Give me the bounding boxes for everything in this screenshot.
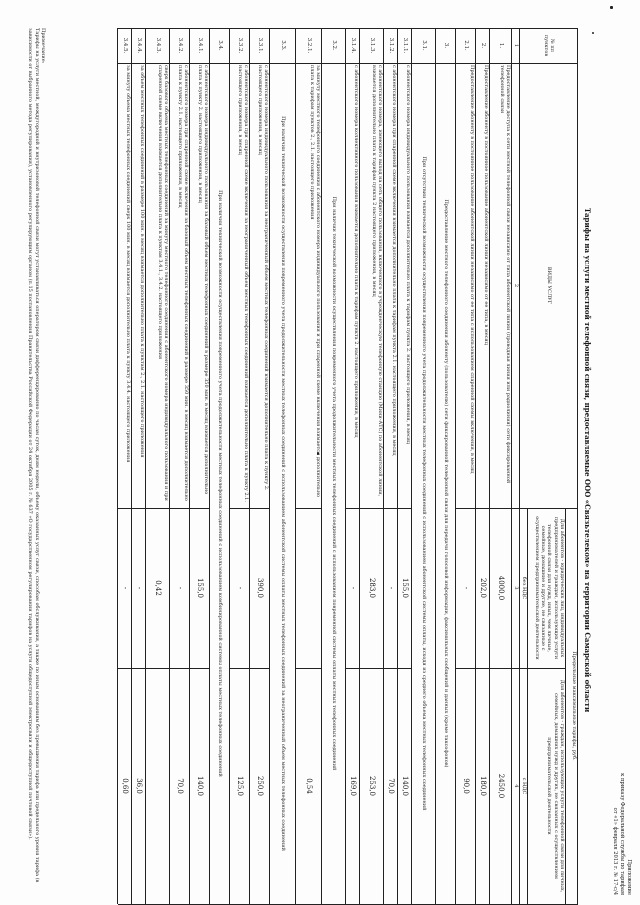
- tariff-legal: 0,42: [154, 580, 163, 596]
- service-description: с абонентского номера индивидуального пользования за базовый объем местных телефонных соединений в размере 350 мин. в месяц взимается дополнительно плата к пункту 2. настоящего приложения, в месяц: [196, 65, 209, 495]
- tariff-citizen: 140,0: [401, 775, 410, 797]
- table-rule: [118, 508, 132, 509]
- row-number: 3.2.1.: [306, 37, 313, 54]
- tariff-citizen: 180,0: [479, 775, 488, 797]
- tariff-citizen: 70,0: [176, 778, 185, 794]
- table-rule: [360, 508, 384, 509]
- table-rule: [527, 508, 528, 904]
- table-rule: [131, 28, 132, 904]
- table-rule: [411, 28, 412, 904]
- section-heading: При наличии технической возможности осуществления повременного учета продолжительности местных телефонных соединений с использованием абонентской системы оплаты местных телефонных соединений за неограниченный объем местных телефонных соединений: [280, 116, 287, 851]
- row-number: 3.2.: [331, 40, 338, 51]
- table-rule: [118, 28, 578, 29]
- table-rule: [132, 668, 146, 669]
- table-rule: [249, 28, 250, 904]
- table-rule: [519, 28, 520, 904]
- header-vat-a: без НДС: [521, 576, 527, 600]
- table-rule: [455, 28, 456, 904]
- table-rule: [230, 668, 250, 669]
- table-rule: [295, 28, 296, 904]
- table-rule: [118, 63, 578, 64]
- table-rule: [456, 508, 476, 509]
- table-rule: [359, 28, 360, 904]
- row-number: 3.3.: [280, 40, 287, 51]
- appendix-line: к приказу Федеральной службы по тарифам: [619, 773, 625, 895]
- row-number: 3.1.4.: [350, 37, 357, 54]
- table-rule: [117, 28, 118, 904]
- table-rule: [490, 668, 512, 669]
- row-number: 3.4.3.: [155, 37, 162, 54]
- table-rule: [346, 508, 360, 509]
- tariff-legal: -: [236, 586, 245, 590]
- tariff-legal: 283,0: [368, 577, 377, 599]
- table-rule: [145, 28, 146, 904]
- table-rule: [512, 508, 578, 509]
- table-rule: [170, 668, 190, 669]
- service-description: Предоставление доступа к сети местной телефонной связи независимо от типа абонентской линии (проводная линия или радиолиния) сети фиксированной телефонной связи: [498, 65, 511, 484]
- header-col-number: 4: [513, 784, 519, 788]
- table-rule: [489, 28, 490, 904]
- tariff-legal: 202,0: [479, 577, 488, 599]
- header-col-b: Для абонентов - граждан, использующих услуги телефонной связи для личных, семейных, домашних нужд и других, не связанных с осуществлением предпринимательской деятельности: [546, 679, 565, 893]
- tariff-citizen: 250,0: [256, 775, 265, 797]
- service-description: сверх базового объема местных телефонных соединений за минуту местного телефонного соединения с абонентского номера индивидуального пользования и при спаренной схеме включения взимается дополнительно плата к пунктам 3.4.1., 3.4.2. настоящего приложения: [156, 65, 169, 501]
- appendix-line: Приложение: [626, 859, 632, 895]
- table-rule: [360, 668, 384, 669]
- row-number: 1.: [498, 42, 505, 49]
- header-services: ВИДЫ УСЛУГ: [546, 266, 553, 305]
- row-number: 3.4.5.: [122, 37, 129, 54]
- table-rule: [345, 28, 346, 904]
- service-description: с абонентского номера, имеющего выход на сеть общего пользования, включенного в учрежденческую телефонную станцию (Мини-АТС) по абонентской линии, взимается дополнительно плата к тарифам пункта 2 настоящего приложения, в месяц: [370, 65, 383, 497]
- table-rule: [250, 668, 270, 669]
- table-rule: [230, 508, 250, 509]
- table-rule: [475, 28, 476, 904]
- header-col-number: 3: [513, 586, 519, 590]
- table-rule: [511, 28, 512, 904]
- header-num: № пп пунктов: [543, 34, 556, 57]
- table-rule: [170, 508, 190, 509]
- table-rule: [476, 668, 490, 669]
- table-rule: [296, 508, 322, 509]
- section-heading: При наличии технической возможности осуществления повременного учета продолжительности местных телефонных соединений с использованием повременной системы оплаты местных телефонных соединений: [331, 196, 338, 771]
- section-heading: При отсутствии технической возможности осуществления повременного учета продолжительности местных телефонных соединений с использованием абонентской системы оплаты, исходя из среднего объема местных телефонных соединений: [421, 156, 428, 811]
- table-rule: [146, 508, 170, 509]
- table-rule: [384, 668, 398, 669]
- tariff-legal: [297, 510, 321, 666]
- tariff-citizen: 169,0: [349, 775, 358, 797]
- table-rule: [456, 668, 476, 669]
- header-col-a: Для абонентов - юридических лиц, индивидуальных предпринимателей и граждан, использующих услуги телефонной связи для нужд, иных, чем личные, семейные, домашние и другие, не связанные с осуществлением предпринимательской деятельности: [533, 516, 565, 660]
- table-rule: [398, 508, 412, 509]
- row-number: 3.4.: [217, 40, 224, 51]
- tariff-legal: 155,0: [401, 577, 410, 599]
- tariff-legal: -: [121, 586, 130, 590]
- row-number: 2.1.: [463, 40, 470, 51]
- row-number: 2.: [480, 42, 487, 49]
- row-number: 3.4.4.: [136, 37, 143, 54]
- table-rule: [577, 28, 578, 904]
- table-rule: [229, 28, 230, 904]
- tariff-citizen: 2450,0: [497, 773, 506, 799]
- tariff-legal: 155,0: [196, 577, 205, 599]
- header-vat-b: с НДС: [521, 777, 527, 795]
- tariff-citizen: 36,0: [135, 778, 144, 794]
- tariff-citizen: 90,0: [462, 778, 471, 794]
- appendix-note: [611, 765, 632, 895]
- service-description: с абонентского номера при спаренной схеме включения за базовый объем местных телефонных соединений в размере 350 мин. в месяц взимается дополнительно плата к пункту 2.1. настоящего приложения, в месяц: [176, 65, 189, 501]
- notes: [27, 28, 46, 904]
- tariff-table: [50, 28, 578, 904]
- table-rule: [321, 28, 322, 904]
- row-number: 3.1.3.: [369, 37, 376, 54]
- table-rule: [190, 508, 210, 509]
- tariff-legal: 390,0: [256, 577, 265, 599]
- table-rule: [346, 668, 360, 669]
- row-number: 3.1.2.: [388, 37, 395, 54]
- service-description: с абонентского номера при спаренной схеме включения за неограниченный объем местных телефонных соединений взимается дополнительно плата к пункту 2.1. настоящего приложения, в месяц: [236, 65, 249, 502]
- row-number: 3.3.1.: [257, 37, 264, 54]
- table-rule: [132, 508, 146, 509]
- row-number: 3.1.: [421, 40, 428, 51]
- table-rule: [146, 668, 170, 669]
- tariff-legal: -: [387, 586, 396, 590]
- table-rule: [250, 508, 270, 509]
- table-rule: [384, 508, 398, 509]
- tariff-legal: 4000,0: [497, 575, 506, 601]
- service-description: Предоставление абоненту в постоянное пользование абонентской линии независимо от ее типа с использованием спаренной схемы включения, в месяц: [469, 65, 475, 474]
- row-number: 3.1.1.: [402, 37, 409, 54]
- service-description: с абонентского номера коллективного пользования взимается дополнительно плата к тарифам пункта 2. настоящего приложения, в месяц: [353, 65, 359, 438]
- notes-text: Тарифы на услуги местной, междугородной и внутризоновой телефонной связи могут устанавливаться оператором связи дифференцированно по часам суток, дням недели, объему оказанных услуг связи, способам обслуживания, а также по иным основаниям без превышения тарифа или предельного уровня тарифа (в зависимости от выбранного метода регулирования), установленного регулирующим органом (п.15 постановления Правительства Российской Федерации от 24 октября 2005 г. № 637 «О государственном регулировании тарифов на услуги общедоступной электросвязи и общедоступной почтовой связи»).: [27, 28, 40, 883]
- header-col-number: 2: [513, 283, 519, 288]
- table-rule: [383, 28, 384, 904]
- notes-label: Примечание:: [40, 28, 46, 64]
- tariff-citizen: 253,0: [368, 775, 377, 797]
- document-title: Тарифы на услуги местной телефонной связи, предоставляемые ООО «Связьтелеком» на территории Самарской области: [583, 207, 592, 713]
- table-rule: [435, 28, 436, 904]
- table-rule: [397, 28, 398, 904]
- section-heading: При наличии технической возможности осуществления повременного учета продолжительности местных телефонных соединений с использованием комбинированной системы оплаты местных телефонных соединений: [217, 190, 224, 777]
- tariff-citizen: 0,54: [305, 778, 314, 794]
- table-rule: [190, 668, 210, 669]
- service-description: с абонентского номера при спаренной схеме включения взимается дополнительно плата к тарифам пункта 2.1. настоящего приложения, в месяц: [391, 65, 397, 456]
- row-number: 3.4.2.: [177, 37, 184, 54]
- tariff-citizen: 70,0: [387, 778, 396, 794]
- header-col-number: 1: [513, 43, 519, 48]
- service-description: Предоставление абоненту в постоянное пользование абонентской линии независимо от ее типа, в месяц: [483, 65, 489, 345]
- tariff-citizen: [147, 670, 169, 902]
- tariff-citizen: 125,0: [236, 775, 245, 797]
- table-rule: [296, 668, 322, 669]
- tariff-legal: -: [135, 586, 144, 590]
- service-description: за объем местных телефонных соединений в размере 100 мин. в месяц взимается дополнительно плата к пунктам 2., 2.1. настоящего приложения: [139, 65, 145, 458]
- table-rule: [209, 28, 210, 904]
- service-description: за минуту объема местных телефонных соединений сверх 100 мин. в месяц взимается дополнительно плата к пункту 3.4.4. настоящего приложения: [125, 65, 131, 463]
- appendix-line: от «1» февраля 2013 г. № 17-с/4: [612, 807, 618, 895]
- tariff-citizen: 0,60: [121, 778, 130, 794]
- tariff-legal: -: [176, 586, 185, 590]
- row-number: 3.3.2.: [237, 37, 244, 54]
- row-number: 3.: [443, 42, 450, 49]
- row-number: 3.4.1.: [197, 37, 204, 54]
- tariff-legal: -: [349, 586, 358, 590]
- tariff-legal: -: [462, 586, 471, 590]
- table-rule: [269, 28, 270, 904]
- table-rule: [189, 28, 190, 904]
- table-rule: [512, 668, 566, 669]
- service-description: с абонентского номера индивидуального пользования за неограниченный объем местных телефонных соединений взимается дополнительно плата к пункту 2. настоящего приложения, в месяц: [256, 65, 269, 491]
- table-rule: [118, 668, 132, 669]
- tariff-citizen: 140,0: [196, 775, 205, 797]
- service-description: за минуту местного телефонного соединения с абонентского номера индивидуального пользования и при спаренной схеме включения взимается дополнительно плата к тарифам пунктов 2., 2.1. настоящего приложения: [308, 65, 321, 498]
- table-rule: [565, 508, 566, 904]
- table-rule: [398, 668, 412, 669]
- section-heading: Предоставление местного телефонного соединения абоненту (пользователю) сети фиксированной телефонной связи для передачи голосовой информации, факсимильных сообщений и данных (кроме таксофонов): [443, 199, 450, 768]
- table-rule: [490, 508, 512, 509]
- table-rule: [476, 508, 490, 509]
- service-description: с абонентского номера индивидуального пользования взимается дополнительно плата к тарифам пункта 2. настоящего приложения, в месяц: [405, 65, 411, 445]
- table-rule: [169, 28, 170, 904]
- header-tariffs: Предельные максимальные тарифы, руб.: [571, 651, 577, 761]
